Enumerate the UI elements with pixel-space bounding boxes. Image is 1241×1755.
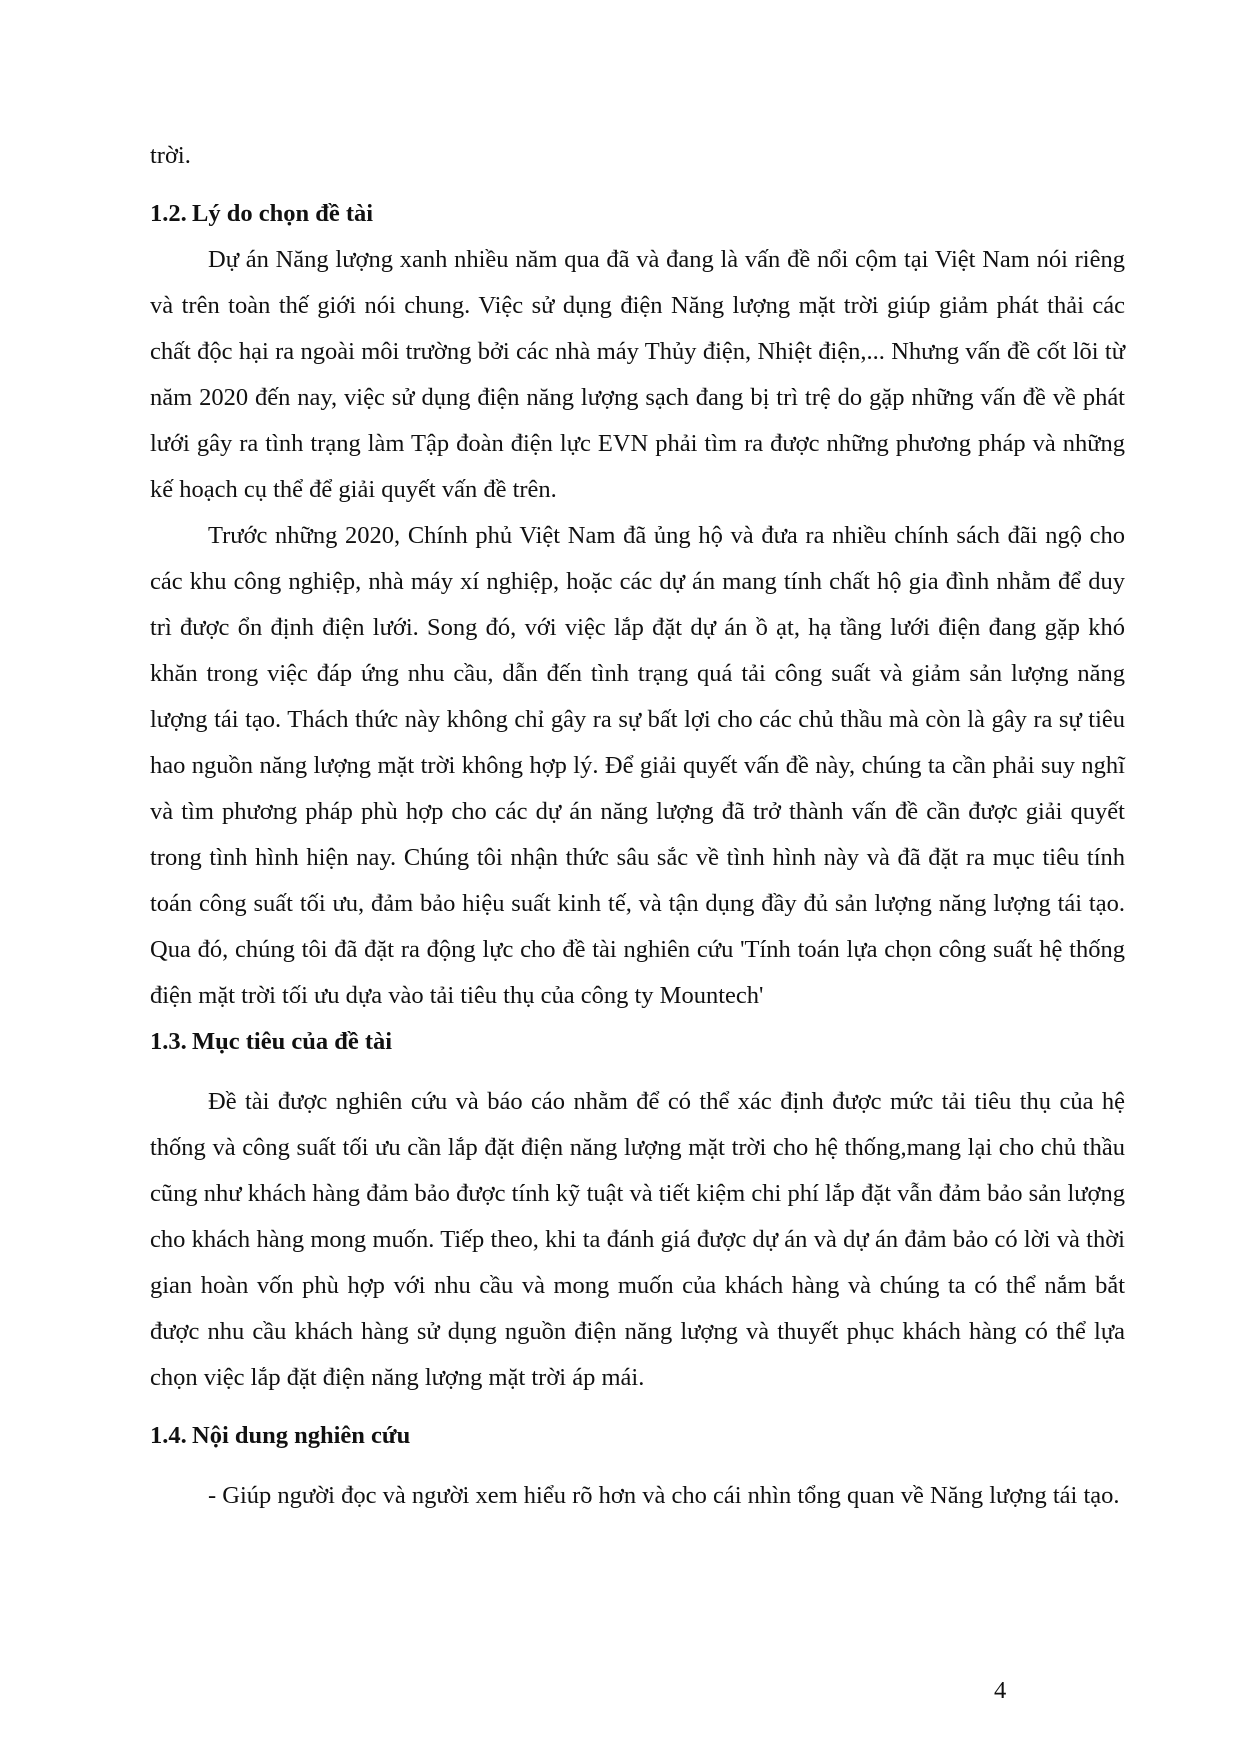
page-number: 4 bbox=[994, 1677, 1007, 1704]
spacer bbox=[150, 1065, 1125, 1079]
continuation-text: trời. bbox=[150, 142, 191, 169]
section-title: Lý do chọn đề tài bbox=[192, 200, 374, 227]
section-number: 1.3. bbox=[150, 1028, 187, 1055]
section-heading-1-3 bbox=[150, 1019, 1125, 1065]
section-number: 1.2. bbox=[150, 200, 187, 227]
paragraph: Dự án Năng lượng xanh nhiều năm qua đã và đang là vấn đề nổi cộm tại Việt Nam nói riêng và trên toàn thế giới nói chung. Việc sử dụng điện Năng lượng mặt trời giúp giảm phát thải các chất độc hại ra ngoài môi trường bởi các nhà máy Thủy điện, Nhiệt điện,... Nhưng vấn đề cốt lõi từ năm 2020 đến nay, việc sử dụng điện năng lượng sạch đang bị trì trệ do gặp những vấn đề về phát lưới gây ra tình trạng làm Tập đoàn điện lực EVN phải tìm ra được những phương pháp và những kế hoạch cụ thể để giải quyết vấn đề trên. bbox=[150, 246, 1125, 503]
paragraph: Đề tài được nghiên cứu và báo cáo nhằm để có thể xác định được mức tải tiêu thụ của hệ thống và công suất tối ưu cần lắp đặt điện năng lượng mặt trời cho hệ thống,mang lại cho chủ thầu cũng như khách hàng đảm bảo được tính kỹ tuật và tiết kiệm chi phí lắp đặt vẫn đảm bảo sản lượng cho khách hàng mong muốn. Tiếp theo, khi ta đánh giá được dự án và dự án đảm bảo có lời và thời gian hoàn vốn phù hợp với nhu cầu và mong muốn của khách hàng và chúng ta có thể nắm bắt được nhu cầu khách hàng sử dụng nguồn điện năng lượng và thuyết phục khách hàng có thể lựa chọn việc lắp đặt điện năng lượng mặt trời áp mái. bbox=[150, 1088, 1125, 1391]
section-title: Nội dung nghiên cứu bbox=[192, 1422, 411, 1449]
section-number: 1.4. bbox=[150, 1422, 187, 1449]
spacer bbox=[150, 1401, 1125, 1413]
spacer bbox=[150, 179, 1125, 191]
page-body bbox=[150, 133, 1125, 1519]
section-title: Mục tiêu của đề tài bbox=[192, 1028, 393, 1055]
section-heading-1-4 bbox=[150, 1413, 1125, 1459]
paragraph: - Giúp người đọc và người xem hiểu rõ hơn và cho cái nhìn tổng quan về Năng lượng tái tạo. bbox=[208, 1482, 1120, 1509]
section-heading-1-2 bbox=[150, 191, 1125, 237]
spacer bbox=[150, 1459, 1125, 1473]
paragraph: Trước những 2020, Chính phủ Việt Nam đã ủng hộ và đưa ra nhiều chính sách đãi ngộ cho các khu công nghiệp, nhà máy xí nghiệp, hoặc các dự án mang tính chất hộ gia đình nhằm để duy trì được ổn định điện lưới. Song đó, với việc lắp đặt dự án ồ ạt, hạ tầng lưới điện đang gặp khó khăn trong việc đáp ứng nhu cầu, dẫn đến tình trạng quá tải công suất và giảm sản lượng năng lượng tái tạo. Thách thức này không chỉ gây ra sự bất lợi cho các chủ thầu mà còn là gây ra sự tiêu hao nguồn năng lượng mặt trời không hợp lý. Để giải quyết vấn đề này, chúng ta cần phải suy nghĩ và tìm phương pháp phù hợp cho các dự án năng lượng đã trở thành vấn đề cần được giải quyết trong tình hình hiện nay. Chúng tôi nhận thức sâu sắc về tình hình này và đã đặt ra mục tiêu tính toán công suất tối ưu, đảm bảo hiệu suất kinh tế, và tận dụng đầy đủ sản lượng năng lượng tái tạo. Qua đó, chúng tôi đã đặt ra động lực cho đề tài nghiên cứu 'Tính toán lựa chọn công suất hệ thống điện mặt trời tối ưu dựa vào tải tiêu thụ của công ty Mountech' bbox=[150, 522, 1125, 1009]
